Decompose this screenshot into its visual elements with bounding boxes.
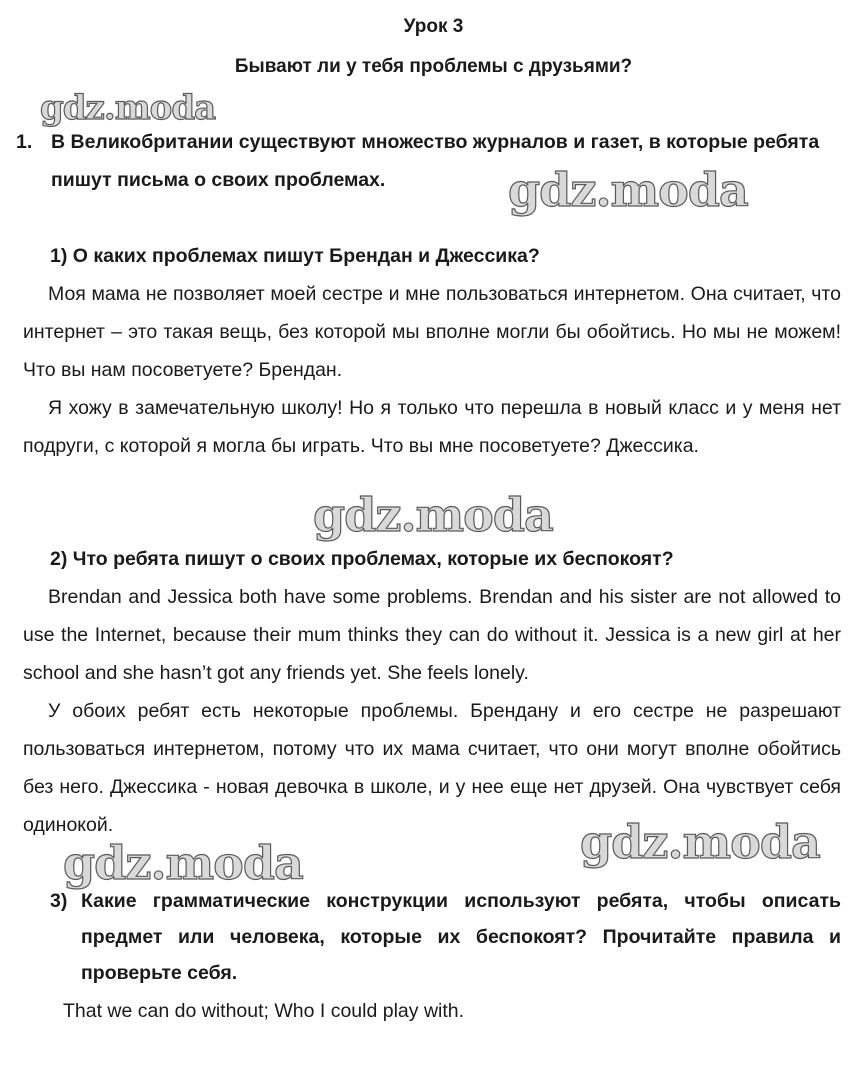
q3-answer: That we can do without; Who I could play with. (63, 1000, 465, 1022)
q3-text: Какие грамматические конструкции используют ребята, чтобы описать предмет или человека, которые их беспокоят? Прочитайте правила и проверьте себя. (81, 890, 841, 984)
task1-text: В Великобритании существуют множество журналов и газет, в которые ребята пишут письма о своих проблемах. (51, 131, 820, 191)
q2-heading: 2) Что ребята пишут о своих проблемах, которые их беспокоят? (50, 548, 674, 570)
watermark-logo: gdz.moda (580, 815, 820, 869)
q2-paragraph-russian: У обоих ребят есть некоторые проблемы. Брендану и его сестре не разрешают пользоваться интернетом, потому что их мама считает, что они могут вполне обойтись без него. Джессика - новая девочка в школе, и у нее еще нет друзей. Она чувствует себя одинокой. (23, 700, 841, 836)
watermark-logo: gdz.moda (508, 163, 748, 217)
lesson-title: Урок 3 (403, 16, 464, 37)
q2-paragraph-english: Brendan and Jessica both have some problems. Brendan and his sister are not allowed to use the Internet, because their mum thinks they can do without it. Jessica is a new girl at her school and she hasn’t got any friends yet. She feels lonely. (23, 586, 841, 684)
watermark-logo: gdz.moda (313, 488, 553, 542)
q1-paragraph-brendan: Моя мама не позволяет моей сестре и мне пользоваться интернетом. Она считает, что интернет – это такая вещь, без которой мы вполне могли бы обойтись. Но мы не можем! Что вы нам посоветуете? Брендан. (23, 283, 841, 381)
q1-heading: 1) О каких проблемах пишут Брендан и Джессика? (50, 245, 540, 267)
watermark-logo: gdz.moda (63, 836, 303, 890)
watermark-logo: gdz.moda (40, 88, 216, 128)
q3-block (50, 883, 841, 991)
q1-paragraph-jessica: Я хожу в замечательную школу! Но я только что перешла в новый класс и у меня нет подруги, с которой я могла бы играть. Что вы мне посоветуете? Джессика. (23, 397, 841, 457)
q3-number: 3) (50, 890, 68, 912)
task1-number: 1. (16, 131, 33, 153)
lesson-subtitle: Бывают ли у тебя проблемы с друзьями? (234, 56, 633, 77)
